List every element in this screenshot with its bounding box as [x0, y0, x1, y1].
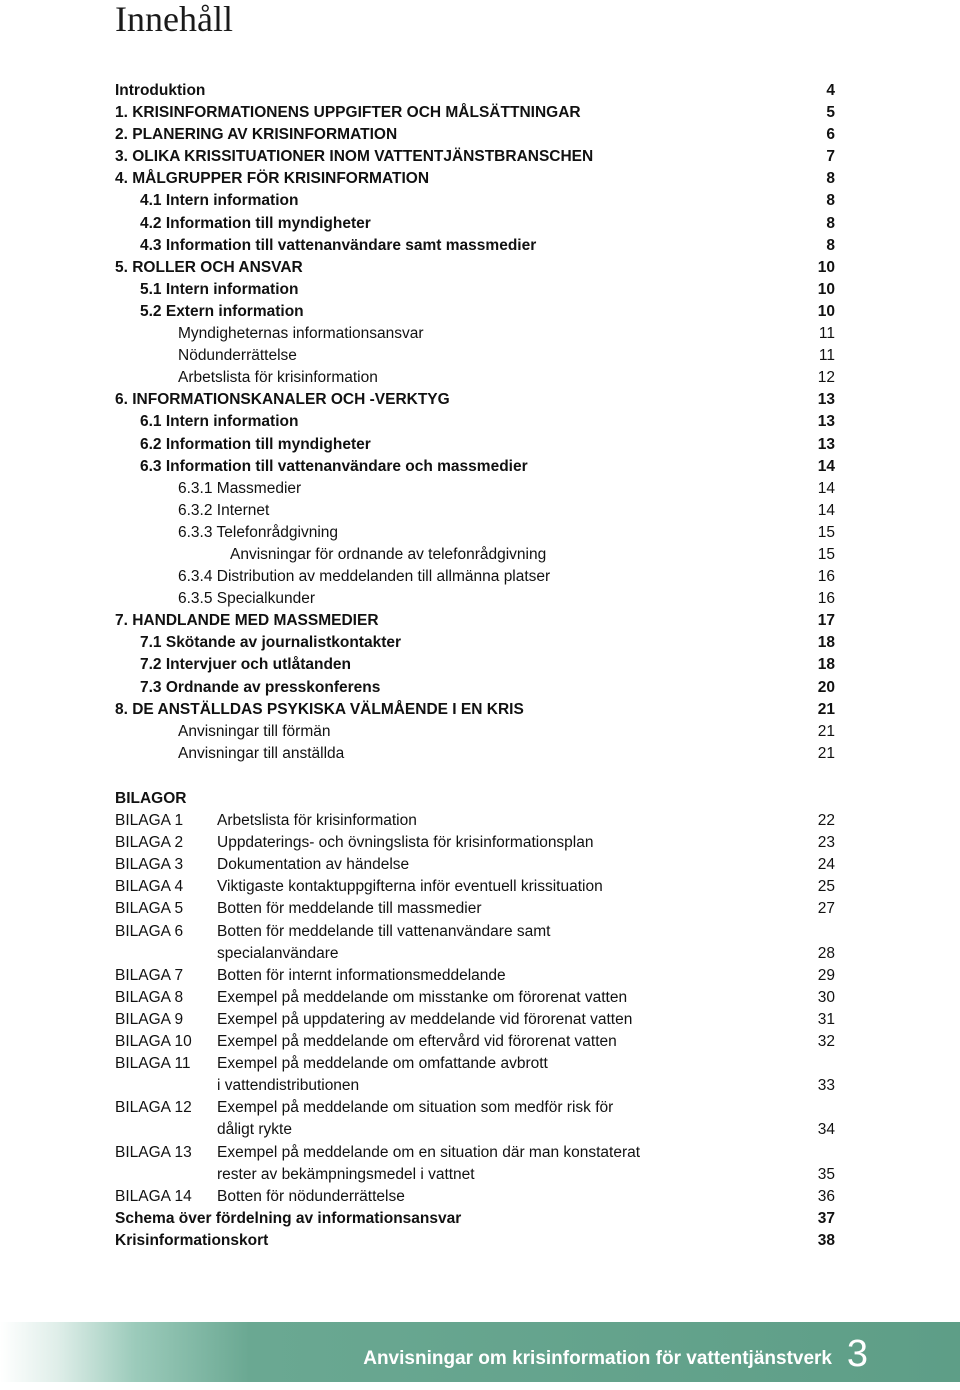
appendix-code: BILAGA 2 [115, 834, 184, 852]
appendix-entry[interactable] [115, 1009, 835, 1031]
appendix-title-line: i vattendistributionen [217, 1077, 360, 1095]
toc-entry-label: 6.3.4 Distribution av meddelanden till allmänna platser [178, 568, 551, 586]
appendix-title-line: Exempel på meddelande om eftervård vid förorenat vatten [217, 1033, 617, 1051]
toc-entry-page: 8 [826, 214, 835, 232]
footer-title: Anvisningar om krisinformation för vattentjänstverk [363, 1348, 832, 1369]
appendix-page: 25 [817, 878, 835, 896]
appendix-title-line: Botten för meddelande till vattenanvändare samt [217, 922, 551, 940]
toc-entry-page: 15 [817, 523, 835, 541]
toc-entry[interactable] [115, 654, 835, 676]
toc-entry-page: 8 [826, 192, 835, 210]
toc-entry-page: 12 [817, 369, 835, 387]
toc-entry-label: Schema över fördelning av informationsansvar [115, 1209, 462, 1227]
appendix-code: BILAGA 12 [115, 1099, 192, 1117]
toc-entry[interactable] [115, 279, 835, 301]
toc-entry-label: 6.2 Information till myndigheter [140, 435, 371, 453]
appendix-title-line: specialanvändare [217, 944, 339, 962]
toc-entry-page: 21 [817, 722, 835, 740]
appendix-page: 29 [817, 966, 835, 984]
toc-entry[interactable] [115, 610, 835, 632]
toc-entry-page: 14 [817, 479, 835, 497]
appendix-title-line: dåligt rykte [217, 1121, 292, 1139]
appendix-code: BILAGA 3 [115, 856, 184, 874]
appendix-entry[interactable] [115, 1053, 835, 1097]
toc-entry[interactable] [115, 367, 835, 389]
appendix-page: 32 [817, 1033, 835, 1051]
toc-entry[interactable] [115, 80, 835, 102]
appendix-page: 27 [817, 900, 835, 918]
toc-entry-page: 13 [817, 435, 835, 453]
toc-entry-page: 11 [818, 325, 835, 343]
table-of-contents [115, 80, 835, 765]
toc-entry[interactable] [115, 102, 835, 124]
toc-entry-page: 37 [817, 1209, 835, 1227]
toc-entry[interactable] [115, 124, 835, 146]
toc-entry-page: 8 [826, 236, 835, 254]
toc-entry-page: 5 [826, 104, 835, 122]
appendix-code: BILAGA 6 [115, 922, 184, 940]
toc-entry-label: 2. PLANERING AV KRISINFORMATION [115, 126, 398, 144]
appendix-heading: BILAGOR [115, 790, 187, 807]
appendix-title [217, 854, 717, 876]
toc-entry-label: Krisinformationskort [115, 1231, 269, 1249]
toc-entry-label: 6.3.1 Massmedier [178, 479, 302, 497]
toc-entry-label: 5.1 Intern information [140, 280, 299, 298]
appendix-entry[interactable] [115, 832, 835, 854]
appendix-title [217, 1142, 717, 1186]
appendix-code: BILAGA 5 [115, 900, 184, 918]
toc-entry-page: 13 [817, 391, 835, 409]
appendix-page: 23 [817, 834, 835, 852]
toc-entry-page: 14 [817, 501, 835, 519]
appendix-title [217, 876, 717, 898]
page-title: Innehåll [115, 0, 233, 39]
appendix-title [217, 1186, 717, 1208]
toc-entry[interactable] [115, 190, 835, 212]
toc-entry-label: Anvisningar för ordnande av telefonrådgivning [230, 545, 547, 563]
toc-entry-page: 15 [817, 545, 835, 563]
toc-entry-page: 14 [817, 457, 835, 475]
toc-entry[interactable] [115, 323, 835, 345]
toc-entry-label: 5.2 Extern information [140, 302, 304, 320]
appendix-entry[interactable] [115, 1186, 835, 1208]
toc-entry[interactable] [115, 522, 835, 544]
toc-entry-page: 18 [817, 634, 835, 652]
appendix-title [217, 1097, 717, 1141]
toc-entry[interactable] [115, 743, 835, 765]
appendix-title-line: Dokumentation av händelse [217, 856, 410, 874]
toc-entry[interactable] [115, 1208, 835, 1230]
toc-entry-page: 7 [826, 148, 835, 166]
appendix-title [217, 898, 717, 920]
toc-entry[interactable] [115, 257, 835, 279]
toc-entry[interactable] [115, 544, 835, 566]
toc-entry[interactable] [115, 500, 835, 522]
toc-entry-page: 21 [817, 700, 835, 718]
toc-entry-page: 21 [817, 744, 835, 762]
appendix-code: BILAGA 10 [115, 1033, 192, 1051]
toc-entry[interactable] [115, 345, 835, 367]
toc-entry-label: 7.3 Ordnande av presskonferens [140, 678, 381, 696]
appendix-entry[interactable] [115, 921, 835, 965]
appendix-title-line: Exempel på meddelande om misstanke om förorenat vatten [217, 988, 628, 1006]
appendix-page: 33 [817, 1077, 835, 1095]
toc-entry-page: 16 [817, 590, 835, 608]
appendix-title-line: Botten för internt informationsmeddelande [217, 966, 506, 984]
appendix-title-line: Exempel på meddelande om omfattande avbrott [217, 1055, 548, 1073]
toc-entry[interactable] [115, 301, 835, 323]
appendix-entry[interactable] [115, 876, 835, 898]
toc-entry[interactable] [115, 478, 835, 500]
toc-entry-page: 17 [817, 612, 835, 630]
toc-entry-label: 4. MÅLGRUPPER FÖR KRISINFORMATION [115, 170, 430, 188]
toc-entry-label: 6.3 Information till vattenanvändare och massmedier [140, 457, 528, 475]
toc-entry-page: 13 [817, 413, 835, 431]
toc-entry[interactable] [115, 721, 835, 743]
appendix-code: BILAGA 13 [115, 1143, 192, 1161]
toc-entry-page: 10 [817, 302, 835, 320]
toc-entry-label: 6. INFORMATIONSKANALER OCH -VERKTYG [115, 391, 450, 409]
toc-entry-page: 4 [826, 82, 835, 99]
toc-entry[interactable] [115, 699, 835, 721]
toc-entry-page: 20 [817, 678, 835, 696]
toc-entry[interactable] [115, 389, 835, 411]
appendix-entry[interactable] [115, 987, 835, 1009]
appendix-title [217, 832, 717, 854]
toc-entry[interactable] [115, 456, 835, 478]
toc-entry-label: Anvisningar till anställda [178, 744, 345, 762]
appendix-title-line: Exempel på meddelande om situation som medför risk för [217, 1099, 614, 1117]
appendix-code: BILAGA 8 [115, 988, 184, 1006]
appendix-title [217, 1053, 717, 1097]
toc-entry-label: 3. OLIKA KRISSITUATIONER INOM VATTENTJÄNSTBRANSCHEN [115, 148, 594, 166]
appendix-title [217, 1031, 717, 1053]
appendix-title-line: Exempel på meddelande om en situation där man konstaterat [217, 1143, 641, 1161]
appendix-title [217, 1009, 717, 1031]
toc-entry-label: 6.3.5 Specialkunder [178, 590, 316, 608]
toc-entry-label: Anvisningar till förmän [178, 722, 331, 740]
toc-entry-label: Introduktion [115, 82, 206, 99]
appendix-page: 31 [817, 1010, 835, 1028]
appendix-page: 24 [817, 856, 835, 874]
toc-entry-label: 6.3.2 Internet [178, 501, 270, 519]
appendix-page: 34 [817, 1121, 835, 1139]
toc-entry-label: Myndigheternas informationsansvar [178, 325, 424, 343]
toc-entry-label: 4.1 Intern information [140, 192, 299, 210]
toc-entry-label: 4.2 Information till myndigheter [140, 214, 371, 232]
appendix-list [115, 788, 835, 1252]
appendix-title [217, 987, 717, 1009]
toc-entry-page: 38 [817, 1231, 835, 1249]
appendix-title [217, 810, 717, 832]
appendix-page: 22 [817, 812, 835, 830]
toc-entry-label: 1. KRISINFORMATIONENS UPPGIFTER OCH MÅLSÄTTNINGAR [115, 104, 581, 122]
appendix-title-line: rester av bekämpningsmedel i vattnet [217, 1165, 475, 1183]
toc-entry-page: 6 [826, 126, 835, 144]
toc-entry[interactable] [115, 411, 835, 433]
appendix-entry[interactable] [115, 810, 835, 832]
appendix-page: 28 [817, 944, 835, 962]
toc-entry[interactable] [115, 168, 835, 190]
appendix-code: BILAGA 14 [115, 1187, 192, 1205]
appendix-title-line: Viktigaste kontaktuppgifterna inför eventuell krissituation [217, 878, 603, 896]
appendix-entry[interactable] [115, 854, 835, 876]
appendix-title-line: Botten för nödunderrättelse [217, 1187, 405, 1205]
toc-entry-label: 5. ROLLER OCH ANSVAR [115, 258, 303, 276]
toc-entry-label: 7.1 Skötande av journalistkontakter [140, 634, 402, 652]
appendix-page: 30 [817, 988, 835, 1006]
appendix-entry[interactable] [115, 1097, 835, 1141]
toc-entry-page: 18 [817, 656, 835, 674]
toc-entry-page: 8 [826, 170, 835, 188]
appendix-code: BILAGA 1 [115, 812, 184, 830]
toc-entry[interactable] [115, 146, 835, 168]
appendix-page: 35 [817, 1165, 835, 1183]
toc-entry-label: 6.3.3 Telefonrådgivning [178, 523, 339, 541]
toc-entry[interactable] [115, 1230, 835, 1252]
appendix-page: 36 [817, 1187, 835, 1205]
appendix-code: BILAGA 4 [115, 878, 184, 896]
footer-page-number: 3 [846, 1333, 868, 1375]
toc-entry[interactable] [115, 566, 835, 588]
appendix-code: BILAGA 7 [115, 966, 184, 984]
toc-entry[interactable] [115, 632, 835, 654]
appendix-title-line: Exempel på uppdatering av meddelande vid förorenat vatten [217, 1010, 633, 1028]
toc-entry-page: 11 [818, 347, 835, 365]
appendix-title-line: Botten för meddelande till massmedier [217, 900, 482, 918]
appendix-entry[interactable] [115, 965, 835, 987]
toc-entry-page: 16 [817, 568, 835, 586]
toc-entry[interactable] [115, 677, 835, 699]
appendix-code: BILAGA 11 [115, 1055, 191, 1073]
appendix-entry[interactable] [115, 1142, 835, 1186]
appendix-title-line: Arbetslista för krisinformation [217, 812, 417, 830]
toc-entry-label: Arbetslista för krisinformation [178, 369, 378, 387]
appendix-code: BILAGA 9 [115, 1010, 184, 1028]
toc-entry-page: 10 [817, 258, 835, 276]
appendix-entry[interactable] [115, 898, 835, 920]
toc-entry-page: 10 [817, 280, 835, 298]
toc-entry-label: 6.1 Intern information [140, 413, 299, 431]
appendix-title [217, 965, 717, 987]
toc-entry-label: 7.2 Intervjuer och utlåtanden [140, 656, 352, 674]
toc-entry[interactable] [115, 588, 835, 610]
toc-entry[interactable] [115, 213, 835, 235]
page-footer [0, 1322, 960, 1382]
appendix-entry[interactable] [115, 1031, 835, 1053]
toc-entry[interactable] [115, 434, 835, 456]
toc-entry[interactable] [115, 235, 835, 257]
appendix-title [217, 921, 717, 965]
toc-entry-label: 8. DE ANSTÄLLDAS PSYKISKA VÄLMÅENDE I EN KRIS [115, 700, 524, 718]
toc-entry-label: 7. HANDLANDE MED MASSMEDIER [115, 612, 379, 630]
appendix-title-line: Uppdaterings- och övningslista för krisinformationsplan [217, 834, 594, 852]
toc-entry-label: 4.3 Information till vattenanvändare samt massmedier [140, 236, 537, 254]
toc-entry-label: Nödunderrättelse [178, 347, 297, 365]
